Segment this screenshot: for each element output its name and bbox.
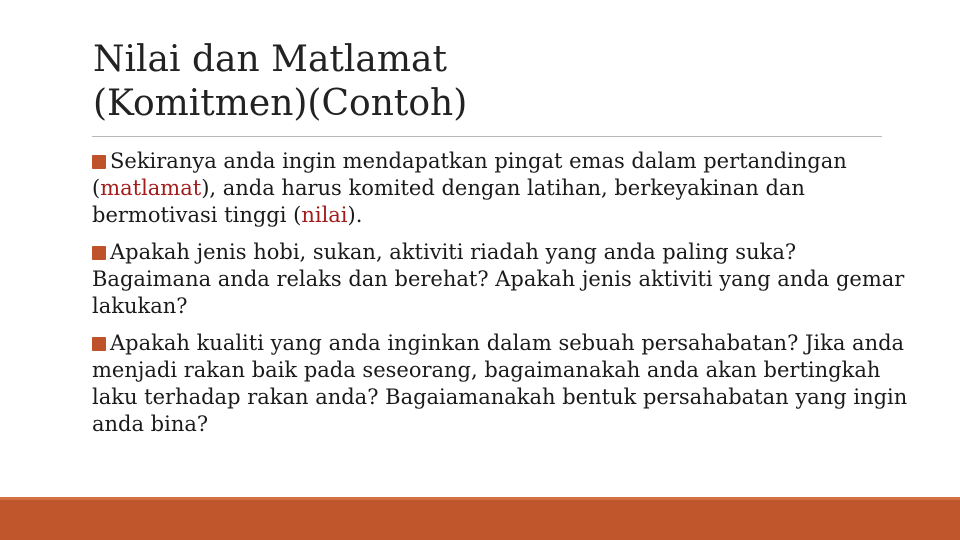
bullet-text-2: Apakah jenis hobi, sukan, aktiviti riadah yang anda paling suka? Bagaimana anda relaks dan berehat? Apakah jenis aktiviti yang anda gemar lakukan? [92, 240, 905, 318]
highlight-nilai: nilai [301, 203, 348, 227]
bullet-text-3: Apakah kualiti yang anda inginkan dalam sebuah persahabatan? Jika anda menjadi rakan baik pada seseorang, bagaimanakah anda akan bertingkah laku terhadap rakan anda? Bagaiamanakah bentuk persahabatan yang ingin anda bina? [92, 331, 908, 436]
square-bullet-icon [92, 337, 106, 351]
bullet-item-3 [92, 330, 912, 438]
slide-title [93, 38, 873, 126]
square-bullet-icon [92, 246, 106, 260]
slide-title-line2: (Komitmen)(Contoh) [93, 83, 468, 124]
highlight-matlamat: matlamat [100, 176, 202, 200]
slide-title-line1: Nilai dan Matlamat [93, 39, 447, 80]
square-bullet-icon [92, 155, 106, 169]
bullet-list [92, 148, 912, 448]
bullet-item-2 [92, 239, 912, 320]
bullet-1-part1: Sekiranya anda ingin mendapatkan pingat emas dalam pertandingan ( [92, 149, 847, 200]
title-divider [92, 136, 882, 137]
bullet-1-part3: ). [347, 203, 363, 227]
bullet-text-1 [92, 149, 847, 227]
footer-bar [0, 500, 960, 540]
bullet-item-1 [92, 148, 912, 229]
bullet-1-part2: ), anda harus komited dengan latihan, berkeyakinan dan bermotivasi tinggi ( [92, 176, 805, 227]
